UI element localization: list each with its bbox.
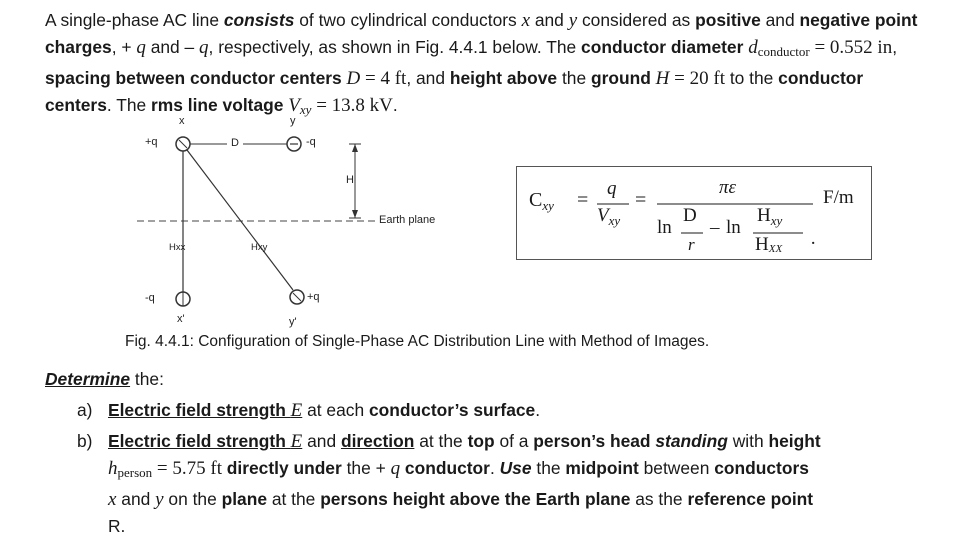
label-hxy: Hxy: [251, 242, 268, 253]
determine-heading: Determine the:: [45, 369, 164, 389]
height-arrow-top: [352, 144, 358, 152]
formula-pi-eps: πε: [719, 177, 737, 198]
formula-Hxx: HXX: [755, 234, 783, 255]
label-y: y: [290, 115, 296, 127]
question-b-letter: b): [77, 431, 93, 451]
formula-minus: –: [710, 217, 720, 238]
formula-Hxy: $H_{xy}$: [757, 205, 783, 228]
label-y-prime: y': [289, 316, 297, 328]
label-hxx: Hxx: [169, 242, 186, 253]
formula-V: $V_{xy}$: [597, 205, 621, 228]
formula-r: r: [688, 235, 695, 254]
formula-dot: ·: [810, 233, 817, 254]
formula-C: $C_{xy}$: [529, 189, 554, 213]
figure-method-of-images: [135, 115, 485, 333]
formula-eq2: =: [635, 189, 647, 211]
formula-eq1: =: [577, 189, 589, 211]
label-neg-q: -q: [306, 136, 316, 148]
figure-caption: Fig. 4.4.1: Configuration of Single-Phase AC Distribution Line with Method of Images.: [125, 333, 710, 350]
question-b: [77, 428, 877, 539]
label-image-neg-q: -q: [145, 292, 155, 304]
question-a-letter: a): [77, 400, 93, 420]
label-H: H: [346, 174, 354, 186]
formula-ln1: ln: [657, 217, 672, 238]
question-b-text: Electric field strength E and direction at the top of a person’s head standing with height $h_{person} = 5.75$ ft directly under the + q conductor. Use the midpoint between conductors x and y on the plane at the persons height above the Earth plane as the reference point R.: [108, 431, 821, 536]
formula-ln2: ln: [726, 217, 741, 238]
height-arrow-bottom: [352, 210, 358, 218]
formula-unit: F/m: [823, 187, 854, 208]
hxy-line: [187, 150, 293, 290]
label-x: x: [179, 115, 185, 127]
formula-D: D: [683, 205, 697, 226]
label-x-prime: x': [177, 313, 185, 325]
conductor-x-mark: [179, 140, 187, 148]
question-a: [77, 397, 877, 424]
label-earth-plane: Earth plane: [379, 214, 436, 226]
label-pos-q: +q: [145, 136, 158, 148]
problem-statement: A single-phase AC line consists of two cylindrical conductors x and y considered as positive and negative point charges, + q and – q, respectively, as shown in Fig. 4.4.1 below. The conductor diameter $d_{conductor} = 0.552$ in, spacing between conductor centers D = 4 ft, and height above the ground H = 20 ft to the conductor centers. The rms line voltage $V_{xy} = 13.8$ kV.: [45, 10, 918, 117]
capacitance-formula-box: [516, 166, 872, 260]
formula-q: q: [607, 178, 617, 199]
image-y-mark: [293, 293, 301, 301]
label-image-pos-q: +q: [307, 291, 320, 303]
question-a-text: Electric field strength E at each conductor’s surface.: [108, 400, 541, 421]
label-D: D: [231, 137, 239, 149]
